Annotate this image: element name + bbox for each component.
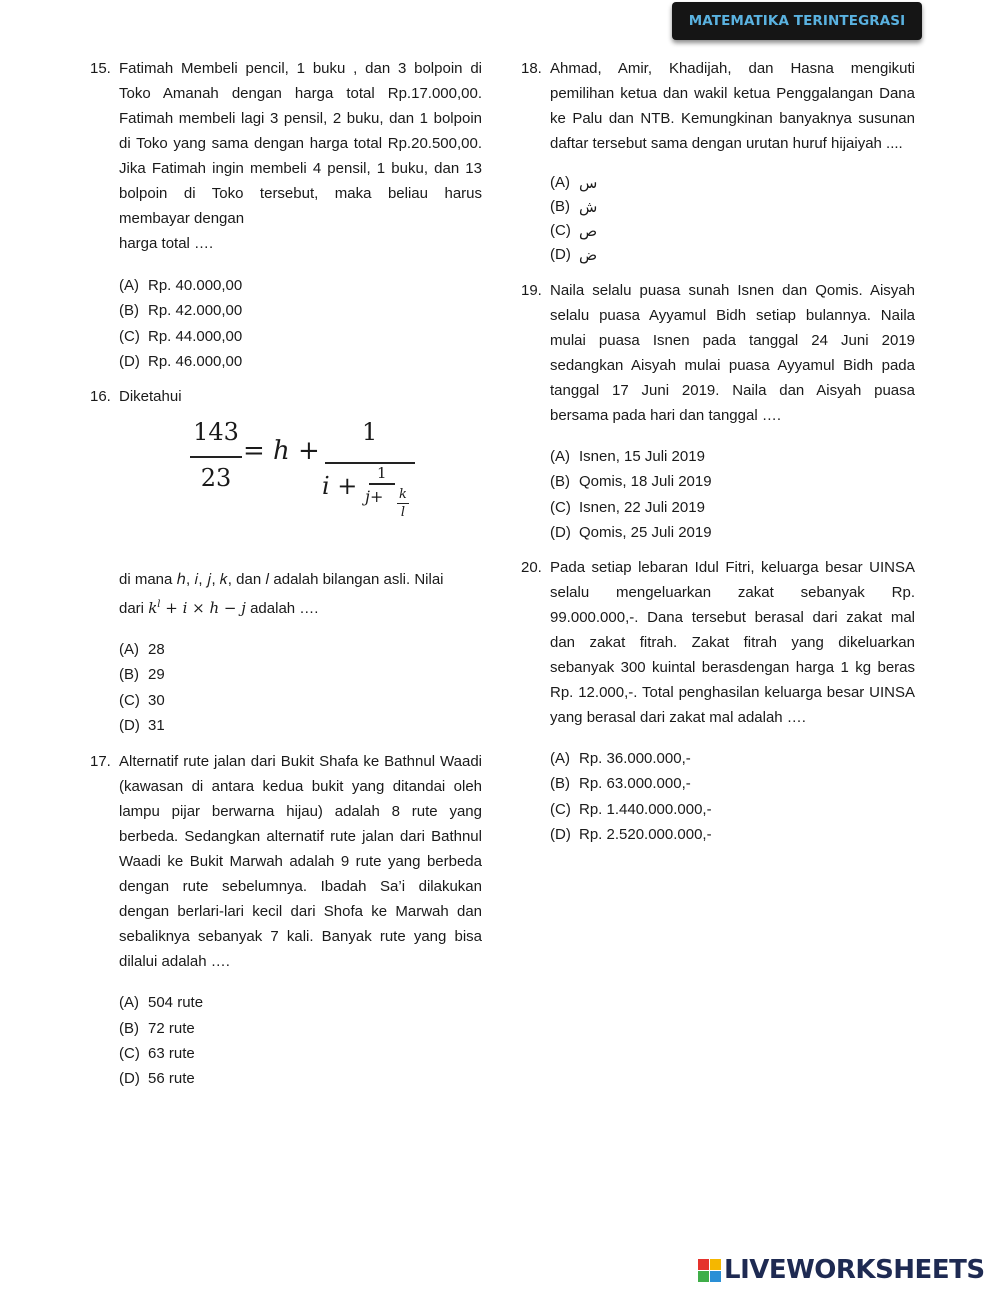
formula-one: 1 [362, 418, 378, 447]
question-number: 19. [521, 282, 542, 299]
header-badge [672, 2, 922, 40]
options-15 [90, 273, 482, 374]
question-intro: Diketahui [119, 388, 182, 406]
question-text-line: dari 𝑘$^𝑙$ + 𝑖 × ℎ − 𝑗 adalah …. [119, 599, 319, 618]
option-d[interactable]: (D) Rp. 2.520.000.000,- [550, 826, 712, 844]
question-15 [90, 56, 482, 256]
question-18 [521, 56, 915, 156]
k-over-l-fraction [397, 487, 409, 520]
fraction-bar [325, 462, 415, 464]
option-c[interactable]: (C) ص [550, 222, 598, 240]
fraction-bar [190, 456, 242, 458]
fraction-143-over-23 [190, 417, 242, 493]
option-d[interactable]: (D) Rp. 46.000,00 [119, 352, 243, 370]
option-b[interactable]: (B) ش [550, 198, 598, 216]
question-number: 18. [521, 60, 542, 77]
option-b[interactable]: (B) 29 [119, 666, 165, 684]
formula-k: 𝑘 [399, 487, 407, 503]
formula-j-plus: 𝑗+ [365, 487, 384, 507]
header-badge-text: MATEMATIKA TERINTEGRASI [688, 13, 906, 29]
formula-l: 𝑙 [400, 505, 406, 521]
question-text-tail: harga total …. [119, 235, 214, 252]
question-text: Naila selalu puasa sunah Isnen dan Qomis. Aisyah selalu puasa Ayyamul Bidh setiap bulannya. Naila mulai puasa Isnen pada tanggal 24 Juni 2019 sedangkan Aisyah mulai puasa Ayyamul Bidh pada tanggal 17 Juni 2019. Naila dan Aisyah puasa bersama pada hari dan tanggal …. [550, 282, 915, 424]
logo-square-green [698, 1271, 709, 1282]
option-b[interactable]: (B) Qomis, 18 Juli 2019 [550, 473, 712, 491]
options-20 [521, 746, 915, 847]
option-d[interactable]: (D) 56 rute [119, 1070, 195, 1088]
option-c[interactable]: (C) Rp. 44.000,00 [119, 327, 243, 345]
option-a[interactable]: (A) 28 [119, 641, 165, 659]
options-18 [521, 171, 915, 267]
question-text: Fatimah Membeli pencil, 1 buku , dan 3 bolpoin di Toko Amanah dengan harga total Rp.17.000,00. Fatimah membeli lagi 3 pensil, 2 buku, dan 1 bolpoin di Toko yang sama dengan harga total Rp.20.500,00. Jika Fatimah ingin membeli 4 pensil, 1 buku, dan 13 bolpoin di Toko tersebut, maka beliau harus membayar dengan [119, 60, 482, 227]
option-a[interactable]: (A) س [550, 174, 598, 192]
option-b[interactable]: (B) Rp. 42.000,00 [119, 302, 243, 320]
option-c[interactable]: (C) 30 [119, 691, 165, 709]
option-c[interactable]: (C) Rp. 1.440.000.000,- [550, 800, 712, 818]
logo-square-red [698, 1259, 709, 1270]
question-20 [521, 555, 915, 730]
question-text-line: di mana ℎ, 𝑖, 𝑗, 𝑘, dan 𝑙 adalah bilangan asli. Nilai [119, 571, 444, 589]
liveworksheets-logo[interactable] [698, 1256, 985, 1284]
logo-square-yellow [710, 1259, 721, 1270]
question-number: 17. [90, 753, 111, 771]
option-a[interactable]: (A) Rp. 36.000.000,- [550, 750, 691, 768]
formula-numerator: 143 [193, 418, 239, 447]
option-d[interactable]: (D) 31 [119, 717, 165, 735]
option-b[interactable]: (B) Rp. 63.000.000,- [550, 775, 691, 793]
formula-equals-h-plus: = ℎ + [243, 436, 320, 467]
fraction-bar [369, 483, 395, 485]
options-17 [90, 990, 482, 1091]
option-d[interactable]: (D) Qomis, 25 Juli 2019 [550, 523, 712, 541]
question-number: 20. [521, 559, 542, 577]
option-b[interactable]: (B) 72 rute [119, 1019, 195, 1037]
option-c[interactable]: (C) Isnen, 22 Juli 2019 [550, 498, 705, 516]
question-number: 16. [90, 388, 111, 406]
left-column [90, 56, 482, 1092]
option-d[interactable]: (D) ض [550, 246, 598, 264]
continued-fraction-formula [90, 417, 482, 567]
options-16 [90, 637, 482, 738]
logo-square-blue [710, 1271, 721, 1282]
question-16 [90, 384, 482, 409]
question-17 [90, 749, 482, 974]
option-c[interactable]: (C) 63 rute [119, 1044, 195, 1062]
question-number: 15. [90, 60, 111, 77]
option-a[interactable]: (A) Isnen, 15 Juli 2019 [550, 448, 705, 465]
logo-text: LIVEWORKSHEETS [724, 1255, 985, 1285]
question-text: Alternatif rute jalan dari Bukit Shafa ke Bathnul Waadi (kawasan di antara kedua bukit yang ditandai oleh lampu pijar berwarna hijau) adalah 8 rute yang berbeda. Sedangkan alternatif rute jalan dari Bathnul Waadi ke Bukit Marwah adalah 9 rute yang berbeda dengan rute sebelumnya. Ibadah Sa’i dilakukan dengan berlari-lari kecil dari Shofa ke Marwah dan sebaliknya sebanyak 7 kali. Banyak rute yang bisa dilalui adalah …. [119, 753, 482, 971]
question-19 [521, 278, 915, 428]
right-column [521, 56, 915, 847]
fraction-bar [397, 503, 409, 504]
question-text: Pada setiap lebaran Idul Fitri, keluarga besar UINSA selalu mengeluarkan zakat sebanyak Rp. 99.000.000,-. Dana tersebut berasal dari zakat mal dan zakat fitrah. Zakat fitrah yang dikeluarkan sebanyak 300 kuintal berasdengan harga 1 kg beras Rp. 12.000,-. Total penghasilan keluarga besar UINSA yang berasal dari zakat mal adalah …. [550, 559, 915, 727]
formula-denominator: 23 [200, 464, 232, 493]
option-a[interactable]: (A) 504 rute [119, 994, 204, 1012]
question-16-text [90, 567, 482, 621]
logo-mark-icon [698, 1259, 721, 1282]
question-text: Ahmad, Amir, Khadijah, dan Hasna mengikuti pemilihan ketua dan wakil ketua Penggalangan Dana ke Palu dan NTB. Kemungkinan banyaknya susunan daftar tersebut sama dengan urutan huruf hijaiyah .... [550, 60, 915, 152]
formula-inner-one: 1 [377, 464, 387, 483]
options-19 [521, 444, 915, 545]
option-a[interactable]: (A) Rp. 40.000,00 [119, 277, 243, 294]
formula-i-plus: 𝑖 + [322, 472, 358, 501]
